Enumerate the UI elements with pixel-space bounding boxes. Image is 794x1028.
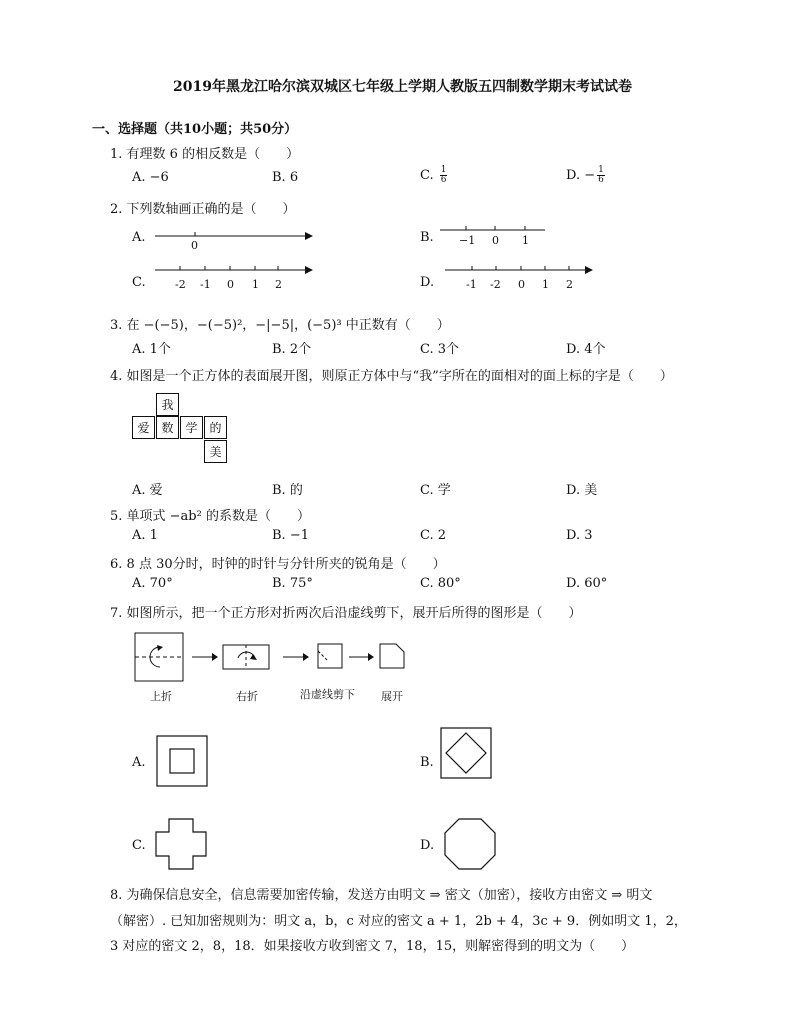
q1-option-a[interactable]: A. −6 bbox=[132, 170, 169, 185]
number-line-c-tick-label: 2 bbox=[275, 278, 282, 291]
q7-option-d[interactable]: D. bbox=[420, 838, 435, 853]
q3-option-d[interactable]: D. 4个 bbox=[566, 342, 606, 357]
cube-net-cell: 数 bbox=[156, 416, 179, 439]
question-8-line-3: 3 对应的密文 2，8，18．如果接收方收到密文 7，18，15，则解密得到的明文为（ ） bbox=[110, 939, 635, 954]
q2-option-a[interactable]: A. bbox=[132, 230, 146, 245]
q2-option-c[interactable]: C. bbox=[132, 275, 146, 290]
fold-step-caption: 沿虚线剪下 bbox=[300, 688, 355, 701]
number-line-d-tick-label: 1 bbox=[542, 278, 549, 291]
q2-option-d[interactable]: D. bbox=[420, 275, 435, 290]
q5-option-a[interactable]: A. 1 bbox=[132, 528, 158, 543]
number-line-b-tick-label: −1 bbox=[459, 234, 476, 247]
square-with-diamond-hole-shape bbox=[440, 727, 494, 781]
number-line-c-tick-label: 1 bbox=[252, 278, 259, 291]
number-line-d bbox=[445, 260, 605, 280]
cube-net-cell: 美 bbox=[204, 440, 227, 463]
cube-net-cell: 我 bbox=[156, 393, 179, 416]
number-line-a bbox=[155, 226, 315, 256]
q2-option-b[interactable]: B. bbox=[420, 230, 434, 245]
cross-shape bbox=[155, 818, 209, 872]
number-line-d-tick-label: 2 bbox=[566, 278, 573, 291]
fraction-numerator: 1 bbox=[598, 165, 604, 175]
q1-option-c[interactable] bbox=[420, 166, 447, 185]
number-line-d-tick-label: 0 bbox=[518, 278, 525, 291]
q1-option-d-label: D. − bbox=[566, 168, 596, 183]
q1-option-c-fraction bbox=[440, 166, 448, 185]
square-with-square-hole-shape bbox=[156, 735, 208, 787]
question-6-stem: 6. 8 点 30分时，时钟的时针与分针所夹的锐角是（ ） bbox=[110, 557, 446, 572]
number-line-b-tick-label: 0 bbox=[492, 234, 499, 247]
q3-option-c[interactable]: C. 3个 bbox=[420, 342, 460, 357]
number-line-c-tick-label: -2 bbox=[175, 278, 186, 291]
q4-option-b[interactable]: B. 的 bbox=[272, 483, 303, 498]
question-5-stem: 5. 单项式 −ab² 的系数是（ ） bbox=[110, 509, 310, 524]
section-heading: 一、选择题（共10小题；共50分） bbox=[92, 122, 298, 137]
q4-option-c[interactable]: C. 学 bbox=[420, 483, 451, 498]
q5-option-b[interactable]: B. −1 bbox=[272, 528, 309, 543]
q6-option-a[interactable]: A. 70° bbox=[132, 576, 173, 591]
q1-option-d-fraction bbox=[597, 166, 605, 185]
number-line-b-tick-label: 1 bbox=[522, 234, 529, 247]
number-line-c-tick-label: -1 bbox=[200, 278, 211, 291]
q6-option-b[interactable]: B. 75° bbox=[272, 576, 313, 591]
fold-step-caption: 上折 bbox=[150, 690, 172, 703]
question-3-stem: 3. 在 −(−5)，−(−5)²，−|−5|，(−5)³ 中正数有（ ） bbox=[110, 318, 450, 333]
question-8-line-1: 8. 为确保信息安全，信息需要加密传输，发送方由明文 ⇒ 密文（加密），接收方由密文 ⇒ 明文 bbox=[110, 888, 653, 903]
cube-net-cell: 爱 bbox=[132, 416, 155, 439]
question-1-stem: 1. 有理数 6 的相反数是（ ） bbox=[110, 147, 300, 162]
q7-option-a[interactable]: A. bbox=[132, 755, 146, 770]
number-line-d-tick-label: -2 bbox=[490, 278, 501, 291]
question-8-line-2: （解密）. 已知加密规则为：明文 a，b，c 对应的密文 a + 1，2b + 4，3c + 9．例如明文 1，2， bbox=[110, 914, 687, 929]
cube-net-cell: 学 bbox=[180, 416, 203, 439]
fold-step-caption: 右折 bbox=[236, 690, 258, 703]
question-2-stem: 2. 下列数轴画正确的是（ ） bbox=[110, 202, 296, 217]
question-4-stem: 4. 如图是一个正方体的表面展开图，则原正方体中与“我”字所在的面相对的面上标的字是（ ） bbox=[110, 369, 673, 384]
folding-sequence-figure bbox=[130, 630, 410, 690]
q5-option-c[interactable]: C. 2 bbox=[420, 528, 447, 543]
q6-option-c[interactable]: C. 80° bbox=[420, 576, 461, 591]
fraction-denominator: 6 bbox=[440, 175, 447, 185]
q7-option-b[interactable]: B. bbox=[420, 755, 434, 770]
fraction-numerator: 1 bbox=[440, 165, 447, 175]
number-line-c-tick-label: 0 bbox=[227, 278, 234, 291]
fold-step-caption: 展开 bbox=[381, 690, 403, 703]
page-title: 2019年黑龙江哈尔滨双城区七年级上学期人教版五四制数学期末考试试卷 bbox=[173, 79, 632, 95]
q7-option-c[interactable]: C. bbox=[132, 838, 146, 853]
q1-option-d[interactable] bbox=[566, 166, 605, 185]
q1-option-b[interactable]: B. 6 bbox=[272, 170, 299, 185]
q3-option-a[interactable]: A. 1个 bbox=[132, 342, 171, 357]
fraction-denominator: 6 bbox=[598, 175, 604, 185]
number-line-a-tick-label: 0 bbox=[191, 239, 198, 252]
q3-option-b[interactable]: B. 2个 bbox=[272, 342, 312, 357]
number-line-d-tick-label: -1 bbox=[466, 278, 477, 291]
cube-net-cell: 的 bbox=[204, 416, 227, 439]
octagon-shape bbox=[444, 818, 498, 872]
number-line-c bbox=[155, 260, 315, 280]
q1-option-c-label: C. bbox=[420, 168, 438, 183]
q4-option-d[interactable]: D. 美 bbox=[566, 483, 598, 498]
question-7-stem: 7. 如图所示，把一个正方形对折两次后沿虚线剪下，展开后所得的图形是（ ） bbox=[110, 606, 582, 621]
q6-option-d[interactable]: D. 60° bbox=[566, 576, 608, 591]
q5-option-d[interactable]: D. 3 bbox=[566, 528, 593, 543]
q4-option-a[interactable]: A. 爱 bbox=[132, 483, 163, 498]
